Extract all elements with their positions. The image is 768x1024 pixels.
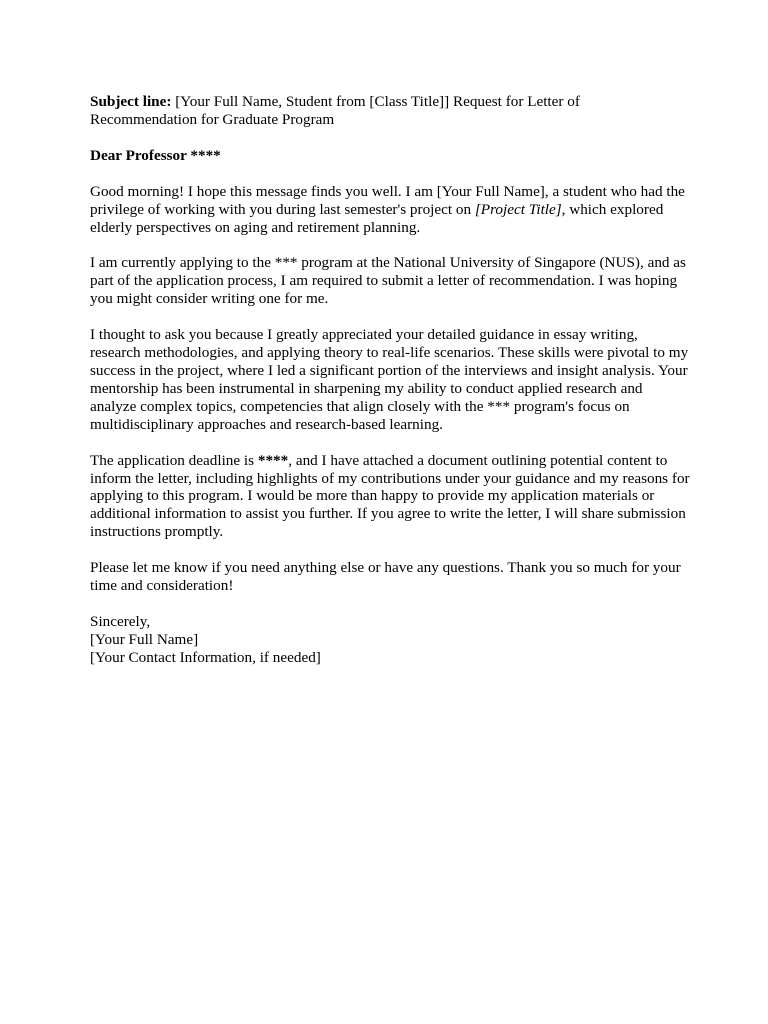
intro-text-end: , which explored elderly perspectives on aging and retirement planning. — [90, 200, 664, 236]
project-title: [Project Title] — [474, 200, 562, 218]
paragraph-intro — [90, 183, 690, 237]
closing: Sincerely, — [90, 612, 151, 630]
deadline-value: **** — [257, 451, 289, 469]
signature-contact: [Your Contact Information, if needed] — [90, 648, 321, 666]
deadline-text-start: The application deadline is — [90, 451, 258, 469]
subject-text: [Your Full Name, Student from [Class Title]] Request for Letter of Recommendation for Graduate Program — [90, 93, 580, 128]
paragraph-thanks: Please let me know if you need anything else or have any questions. Thank you so much for your time and consideration! — [90, 559, 681, 595]
paragraph-deadline — [90, 452, 690, 542]
paragraph-application: I am currently applying to the *** program at the National University of Singapore (NUS), and as part of the application process, I am required to submit a letter of recommendation. I was hoping you might consider writing one for me. — [90, 254, 686, 308]
signature-name: [Your Full Name] — [90, 630, 199, 648]
paragraph-reasons: I thought to ask you because I greatly appreciated your detailed guidance in essay writing, research methodologies, and applying theory to real-life scenarios. These skills were pivotal to my success in the project, where I led a significant portion of the interviews and insight analysis. Your mentorship has been instrumental in sharpening my ability to conduct applied research and analyze complex topics, competencies that align closely with the *** program's focus on multidisciplinary approaches and research-based learning. — [90, 326, 689, 433]
subject-line — [90, 93, 690, 129]
signature-block — [90, 613, 690, 667]
letter-page — [90, 93, 690, 685]
subject-label: Subject line: — [90, 93, 172, 110]
deadline-text-end: , and I have attached a document outlining potential content to inform the letter, including highlights of my contributions under your guidance and my reasons for applying to this program. I would be more than happy to provide my application materials or additional information to assist you further. If you agree to write the letter, I will share submission instructions promptly. — [90, 451, 690, 541]
salutation: Dear Professor **** — [90, 146, 221, 164]
intro-text-start: Good morning! I hope this message finds you well. I am [Your Full Name], a student who had the privilege of working with you during last semester's project on — [90, 182, 685, 218]
